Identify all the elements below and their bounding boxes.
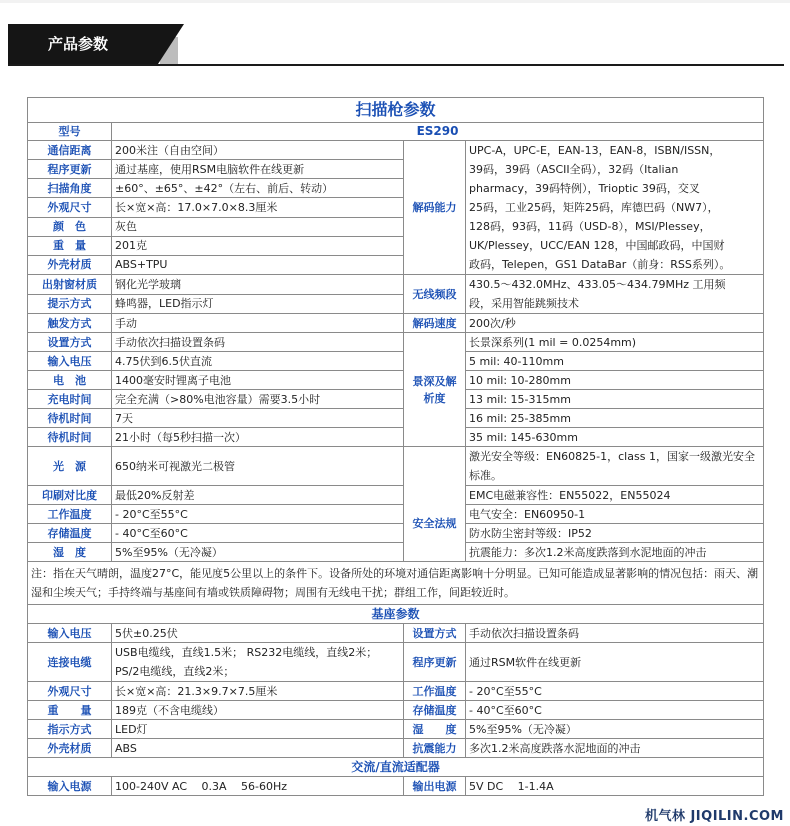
base-value: 手动依次扫描设置条码 [466, 624, 764, 643]
spec-label: 程序更新 [28, 160, 112, 179]
table-row [28, 701, 764, 720]
base-label: 程序更新 [404, 643, 466, 682]
base-label: 湿 度 [404, 720, 466, 739]
spec-value: 201克 [112, 236, 404, 255]
speed-value: 200次/秒 [466, 314, 764, 333]
spec-label: 输入电压 [28, 352, 112, 371]
spec-label: 重 量 [28, 236, 112, 255]
table-row [28, 428, 764, 447]
table-row [28, 352, 764, 371]
scanner-title: 扫描枪参数 [28, 98, 764, 123]
spec-value: 7天 [112, 409, 404, 428]
table-row [28, 409, 764, 428]
table-row [28, 275, 764, 295]
table-row [28, 447, 764, 486]
base-value: - 40°C至60°C [466, 701, 764, 720]
base-label: 重 量 [28, 701, 112, 720]
spec-label: 设置方式 [28, 333, 112, 352]
header-rule [8, 64, 784, 66]
top-divider [0, 0, 790, 3]
base-value: 5%至95%（无冷凝） [466, 720, 764, 739]
spec-label: 工作温度 [28, 505, 112, 524]
base-label: 工作温度 [404, 682, 466, 701]
spec-label: 光 源 [28, 447, 112, 486]
adapter-title: 交流/直流适配器 [28, 758, 764, 777]
table-row [28, 333, 764, 352]
spec-label: 充电时间 [28, 390, 112, 409]
section-header [8, 24, 176, 64]
spec-label: 电 池 [28, 371, 112, 390]
spec-value: 最低20%反射差 [112, 486, 404, 505]
spec-value: 长×宽×高：17.0×7.0×8.3厘米 [112, 198, 404, 217]
speed-label: 解码速度 [404, 314, 466, 333]
base-label: 输入电压 [28, 624, 112, 643]
base-label: 抗震能力 [404, 739, 466, 758]
table-row [28, 141, 764, 160]
spec-label: 待机时间 [28, 409, 112, 428]
table-row [28, 98, 764, 123]
wireless-value [466, 275, 764, 314]
safety-value: 激光安全等级：EN60825-1，class 1，国家一级激光安全标准。 [466, 447, 764, 486]
base-label: 外壳材质 [28, 739, 112, 758]
decode-value [466, 141, 764, 275]
safety-value: 抗震能力：多次1.2米高度跌落到水泥地面的冲击 [466, 543, 764, 562]
spec-value: - 20°C至55°C [112, 505, 404, 524]
table-row [28, 123, 764, 141]
spec-value: 200米注（自由空间） [112, 141, 404, 160]
table-row [28, 605, 764, 624]
base-value: 189克（不含电缆线） [112, 701, 404, 720]
base-value: ABS [112, 739, 404, 758]
base-value: 5伏±0.25伏 [112, 624, 404, 643]
depth-value: 13 mil: 15-315mm [466, 390, 764, 409]
base-label: 连接电缆 [28, 643, 112, 682]
decode-line: 25码，工业25码，矩阵25码，库德巴码（NW7）， [469, 201, 719, 214]
spec-value: ±60°、±65°、±42°（左右、前后、转动） [112, 179, 404, 198]
spec-table [27, 97, 764, 796]
spec-value: 钢化光学玻璃 [112, 275, 404, 295]
table-row [28, 543, 764, 562]
table-row [28, 777, 764, 796]
decode-line: 政码，Telepen，GS1 DataBar（前身：RSS系列）。 [469, 258, 731, 271]
spec-value: 手动 [112, 314, 404, 333]
depth-label-line: 析度 [423, 391, 446, 405]
decode-line: 128码，93码，11码（USD-8），MSI/Plessey， [469, 220, 711, 233]
spec-label: 外观尺寸 [28, 198, 112, 217]
safety-spacer [404, 447, 466, 486]
spec-label: 通信距离 [28, 141, 112, 160]
spec-label: 出射窗材质 [28, 275, 112, 295]
adapter-out-value: 5V DC 1-1.4A [466, 777, 764, 796]
spec-value: 灰色 [112, 217, 404, 236]
adapter-in-value: 100-240V AC 0.3A 56-60Hz [112, 777, 404, 796]
spec-value: 通过基座，使用RSM电脑软件在线更新 [112, 160, 404, 179]
spec-value: 1400毫安时锂离子电池 [112, 371, 404, 390]
model-value: ES290 [112, 123, 764, 141]
spec-value: 手动依次扫描设置条码 [112, 333, 404, 352]
spec-label: 待机时间 [28, 428, 112, 447]
depth-value: 10 mil: 10-280mm [466, 371, 764, 390]
depth-value: 35 mil: 145-630mm [466, 428, 764, 447]
safety-value: EMC电磁兼容性：EN55022，EN55024 [466, 486, 764, 505]
table-row [28, 739, 764, 758]
table-row [28, 624, 764, 643]
depth-label-line: 景深及解 [412, 374, 457, 388]
spec-value: 650纳米可视激光二极管 [112, 447, 404, 486]
adapter-out-label: 输出电源 [404, 777, 466, 796]
decode-line: pharmacy，39码特例），Trioptic 39码，交叉 [469, 182, 700, 195]
wireless-line: 段，采用智能跳频技术 [469, 297, 579, 310]
base-value: - 20°C至55°C [466, 682, 764, 701]
base-label: 外观尺寸 [28, 682, 112, 701]
scanner-note: 注：指在天气晴朗，温度27°C，能见度5公里以上的条件下。设备所处的环境对通信距离影响十分明显。已知可能造成显著影响的情况包括：雨天、潮湿和尘埃天气；手持终端与基座间有墙或铁质障碍物；周围有无线电干扰；群组工作，间距较近时。 [28, 562, 764, 605]
spec-value: 完全充满（>80%电池容量）需要3.5小时 [112, 390, 404, 409]
safety-value: 防水防尘密封等级：IP52 [466, 524, 764, 543]
table-row [28, 643, 764, 682]
table-row [28, 486, 764, 505]
adapter-in-label: 输入电源 [28, 777, 112, 796]
spec-value: 21小时（每5秒扫描一次） [112, 428, 404, 447]
spec-label: 湿 度 [28, 543, 112, 562]
wireless-line: 430.5～432.0MHz、433.05～434.79MHz 工用频 [469, 278, 726, 291]
decode-label: 解码能力 [404, 141, 466, 275]
decode-line: UPC-A，UPC-E，EAN-13，EAN-8，ISBN/ISSN， [469, 144, 721, 157]
depth-value: 16 mil: 25-385mm [466, 409, 764, 428]
spec-label: 颜 色 [28, 217, 112, 236]
spec-label: 扫描角度 [28, 179, 112, 198]
spec-value: 蜂鸣器，LED指示灯 [112, 294, 404, 314]
wireless-label: 无线频段 [404, 275, 466, 314]
depth-value: 长景深系列(1 mil = 0.0254mm) [466, 333, 764, 352]
spec-value: ABS+TPU [112, 255, 404, 274]
depth-label [404, 333, 466, 447]
safety-value: 电气安全：EN60950-1 [466, 505, 764, 524]
brand-watermark: 机气林 JIQILIN.COM [644, 809, 784, 824]
spec-value: - 40°C至60°C [112, 524, 404, 543]
section-header-title: 产品参数 [48, 35, 109, 53]
model-label: 型号 [28, 123, 112, 141]
base-value: 长×宽×高：21.3×9.7×7.5厘米 [112, 682, 404, 701]
spec-label: 存储温度 [28, 524, 112, 543]
spec-label: 外壳材质 [28, 255, 112, 274]
table-row [28, 524, 764, 543]
spec-label: 提示方式 [28, 294, 112, 314]
table-row [28, 371, 764, 390]
table-row [28, 758, 764, 777]
decode-line: UK/Plessey，UCC/EAN 128，中国邮政码，中国财 [469, 239, 725, 252]
table-row [28, 682, 764, 701]
spec-label: 印刷对比度 [28, 486, 112, 505]
base-label: 存储温度 [404, 701, 466, 720]
depth-value: 5 mil: 40-110mm [466, 352, 764, 371]
base-label: 指示方式 [28, 720, 112, 739]
base-value: 多次1.2米高度跌落水泥地面的冲击 [466, 739, 764, 758]
base-title: 基座参数 [28, 605, 764, 624]
decode-line: 39码，39码（ASCII全码），32码（Italian [469, 163, 679, 176]
base-label: 设置方式 [404, 624, 466, 643]
base-value: 通过RSM软件在线更新 [466, 643, 764, 682]
base-value: LED灯 [112, 720, 404, 739]
table-row [28, 720, 764, 739]
spec-value: 4.75伏到6.5伏直流 [112, 352, 404, 371]
spec-value: 5%至95%（无冷凝） [112, 543, 404, 562]
safety-label: 安全法规 [404, 486, 466, 562]
table-row [28, 314, 764, 333]
table-row [28, 562, 764, 605]
spec-label: 触发方式 [28, 314, 112, 333]
table-row [28, 390, 764, 409]
table-row [28, 505, 764, 524]
base-value: USB电缆线，直线1.5米； RS232电缆线，直线2米； PS/2电缆线，直线2米； [112, 643, 404, 682]
